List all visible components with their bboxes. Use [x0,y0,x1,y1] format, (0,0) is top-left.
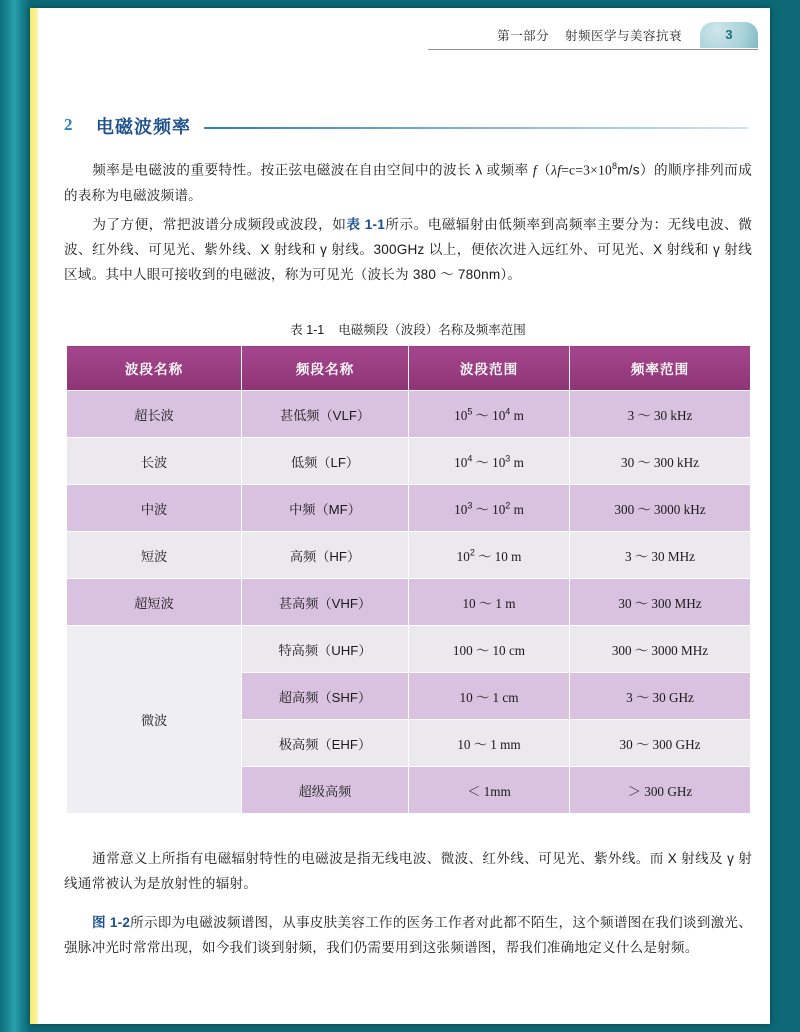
range-pre: 10 [454,501,468,517]
symbol-f: f [532,162,537,178]
frequency-table-wrapper [66,345,750,814]
cell-freq-range: 300 ～ 3000 MHz [570,626,751,673]
page-number-badge: 3 [700,22,758,48]
equation-value: =c=3×10 [561,162,613,178]
table-header-freq-name: 频段名称 [242,346,409,391]
range-pre: 10 [462,595,476,611]
table-header-freq-range: 频率范围 [570,346,751,391]
cell-freq-name: 超高频（SHF） [242,673,409,720]
range-pre: 10 [454,454,468,470]
table-row [67,391,751,438]
figure-cross-reference[interactable]: 图 1-2 [92,915,131,930]
range-post: m [510,501,524,517]
section-number: 2 [64,115,73,134]
cell-freq-range: ＞ 300 GHz [570,767,751,814]
cell-freq-range: 30 ～ 300 GHz [570,720,751,767]
cell-freq-name: 高频（HF） [242,532,409,579]
cell-freq-range: 30 ～ 300 MHz [570,579,751,626]
table-row [67,579,751,626]
paragraph-2-part-b: 所示。电磁辐射由低频率到高频率主要分为：无线电波、微波、红外线、可见光、紫外线、X 射线和 γ 射线。300GHz 以上，便依次进入远红外、可见光、X 射线和 γ 射线区域。其中人眼可接收到的电磁波，称为可见光（波长为 380 ～ 780nm）。 [64,217,752,282]
cell-freq-name: 极高频（EHF） [242,720,409,767]
cell-freq-range: 3 ～ 30 GHz [570,673,751,720]
range-mid: ～ 1 [472,689,500,705]
cell-wave-range [409,532,570,579]
cell-band-name: 超短波 [67,579,242,626]
running-header [58,20,758,54]
paragraph-1 [64,154,752,208]
cell-freq-name: 低频（LF） [242,438,409,485]
cell-wave-range [409,673,570,720]
cell-wave-range: ＜ 1mm [409,767,570,814]
range-pre: 10 [457,736,471,752]
symbol-lambda-f: λf [551,162,562,178]
range-mid: ～ 1 [470,736,497,752]
header-text [497,26,682,44]
cell-freq-range: 30 ～ 300 kHz [570,438,751,485]
cell-wave-range [409,485,570,532]
frequency-table [66,345,751,814]
header-rule [428,49,758,50]
range-sup: 5 [467,406,473,417]
cell-band-name: 短波 [67,532,242,579]
range-post: cm [499,689,519,705]
table-caption-number: 表 1-1 [290,323,325,337]
paragraph-4 [64,910,752,960]
header-chapter-title: 射频医学与美容抗衰 [564,29,682,43]
paragraph-3-text: 通常意义上所指有电磁辐射特性的电磁波是指无线电波、微波、红外线、可见光、紫外线。而 X 射线及 γ 射线通常被认为是放射性的辐射。 [64,851,752,891]
range-mid: ～ 10 [472,407,506,423]
range-post: m [510,454,524,470]
section-rule [204,127,748,129]
paragraph-1-open-paren: （ [536,162,552,178]
cell-freq-name: 中频（MF） [242,485,409,532]
paragraph-3 [64,846,752,896]
table-header-band-name: 波段名称 [67,346,242,391]
range-pre: 100 [452,642,473,658]
table-row [67,626,751,673]
range-post: m [510,407,524,423]
range-sup: 3 [467,500,473,511]
range-pre: 10 [454,407,468,423]
range-mid: ～ 10 [472,454,506,470]
cell-band-name-merged: 微波 [67,626,242,814]
range-mid: ～ 10 [474,548,508,564]
page-edge-strip [30,8,38,1024]
equation-exponent: 8 [612,161,618,171]
range-pre: 10 [456,548,470,564]
section-heading [64,113,754,141]
range-post: mm [496,736,521,752]
range-pre: 10 [459,689,473,705]
cell-wave-range [409,720,570,767]
cell-freq-range: 3 ～ 30 MHz [570,532,751,579]
table-caption-text: 电磁频段（波段）名称及频率范围 [338,323,526,337]
cell-band-name: 长波 [67,438,242,485]
range-post: m [502,595,516,611]
range-sup: 4 [467,453,473,464]
range-post: m [507,548,522,564]
table-cross-reference[interactable]: 表 1-1 [346,217,386,232]
table-header-wave-range: 波段范围 [409,346,570,391]
range-mid: ～ 1 [475,595,502,611]
paragraph-1-part-c: m/s）的顺序排列而成的表称为电磁波频谱。 [64,162,752,203]
cell-freq-name: 超级高频 [242,767,409,814]
range-sup2: 2 [505,500,511,511]
table-row [67,532,751,579]
cell-freq-name: 甚高频（VHF） [242,579,409,626]
header-part-label: 第一部分 [497,29,550,43]
cell-freq-range: 300 ～ 3000 kHz [570,485,751,532]
section-title: 电磁波频率 [96,117,191,137]
cell-wave-range [409,391,570,438]
table-row [67,438,751,485]
table-row [67,485,751,532]
cell-wave-range [409,579,570,626]
page-content [58,8,758,1024]
cell-wave-range [409,626,570,673]
paragraph-1-part-a: 频率是电磁波的重要特性。按正弦电磁波在自由空间中的波长 λ 或频率 [92,162,533,178]
range-mid: ～ 10 [472,501,506,517]
cell-freq-name: 甚低频（VLF） [242,391,409,438]
range-mid: ～ 10 [472,642,506,658]
range-sup2: 4 [505,406,511,417]
range-sup2: 3 [505,453,511,464]
cell-freq-name: 特高频（UHF） [242,626,409,673]
paragraph-2-part-a: 为了方便，常把波谱分成频段或波段，如 [92,217,347,232]
table-caption [58,320,758,338]
range-sup: 2 [469,547,475,558]
paragraph-4-text: 所示即为电磁波频谱图，从事皮肤美容工作的医务工作者对此都不陌生，这个频谱图在我们谈到激光、强脉冲光时常常出现，如今我们谈到射频，我们仍需要用到这张频谱图，帮我们准确地定义什么是射频。 [64,915,752,955]
cell-wave-range [409,438,570,485]
cell-band-name: 超长波 [67,391,242,438]
cell-band-name: 中波 [67,485,242,532]
table-header-row [67,346,751,391]
range-post: cm [505,642,526,658]
paragraph-2 [64,212,752,287]
cell-freq-range: 3 ～ 30 kHz [570,391,751,438]
